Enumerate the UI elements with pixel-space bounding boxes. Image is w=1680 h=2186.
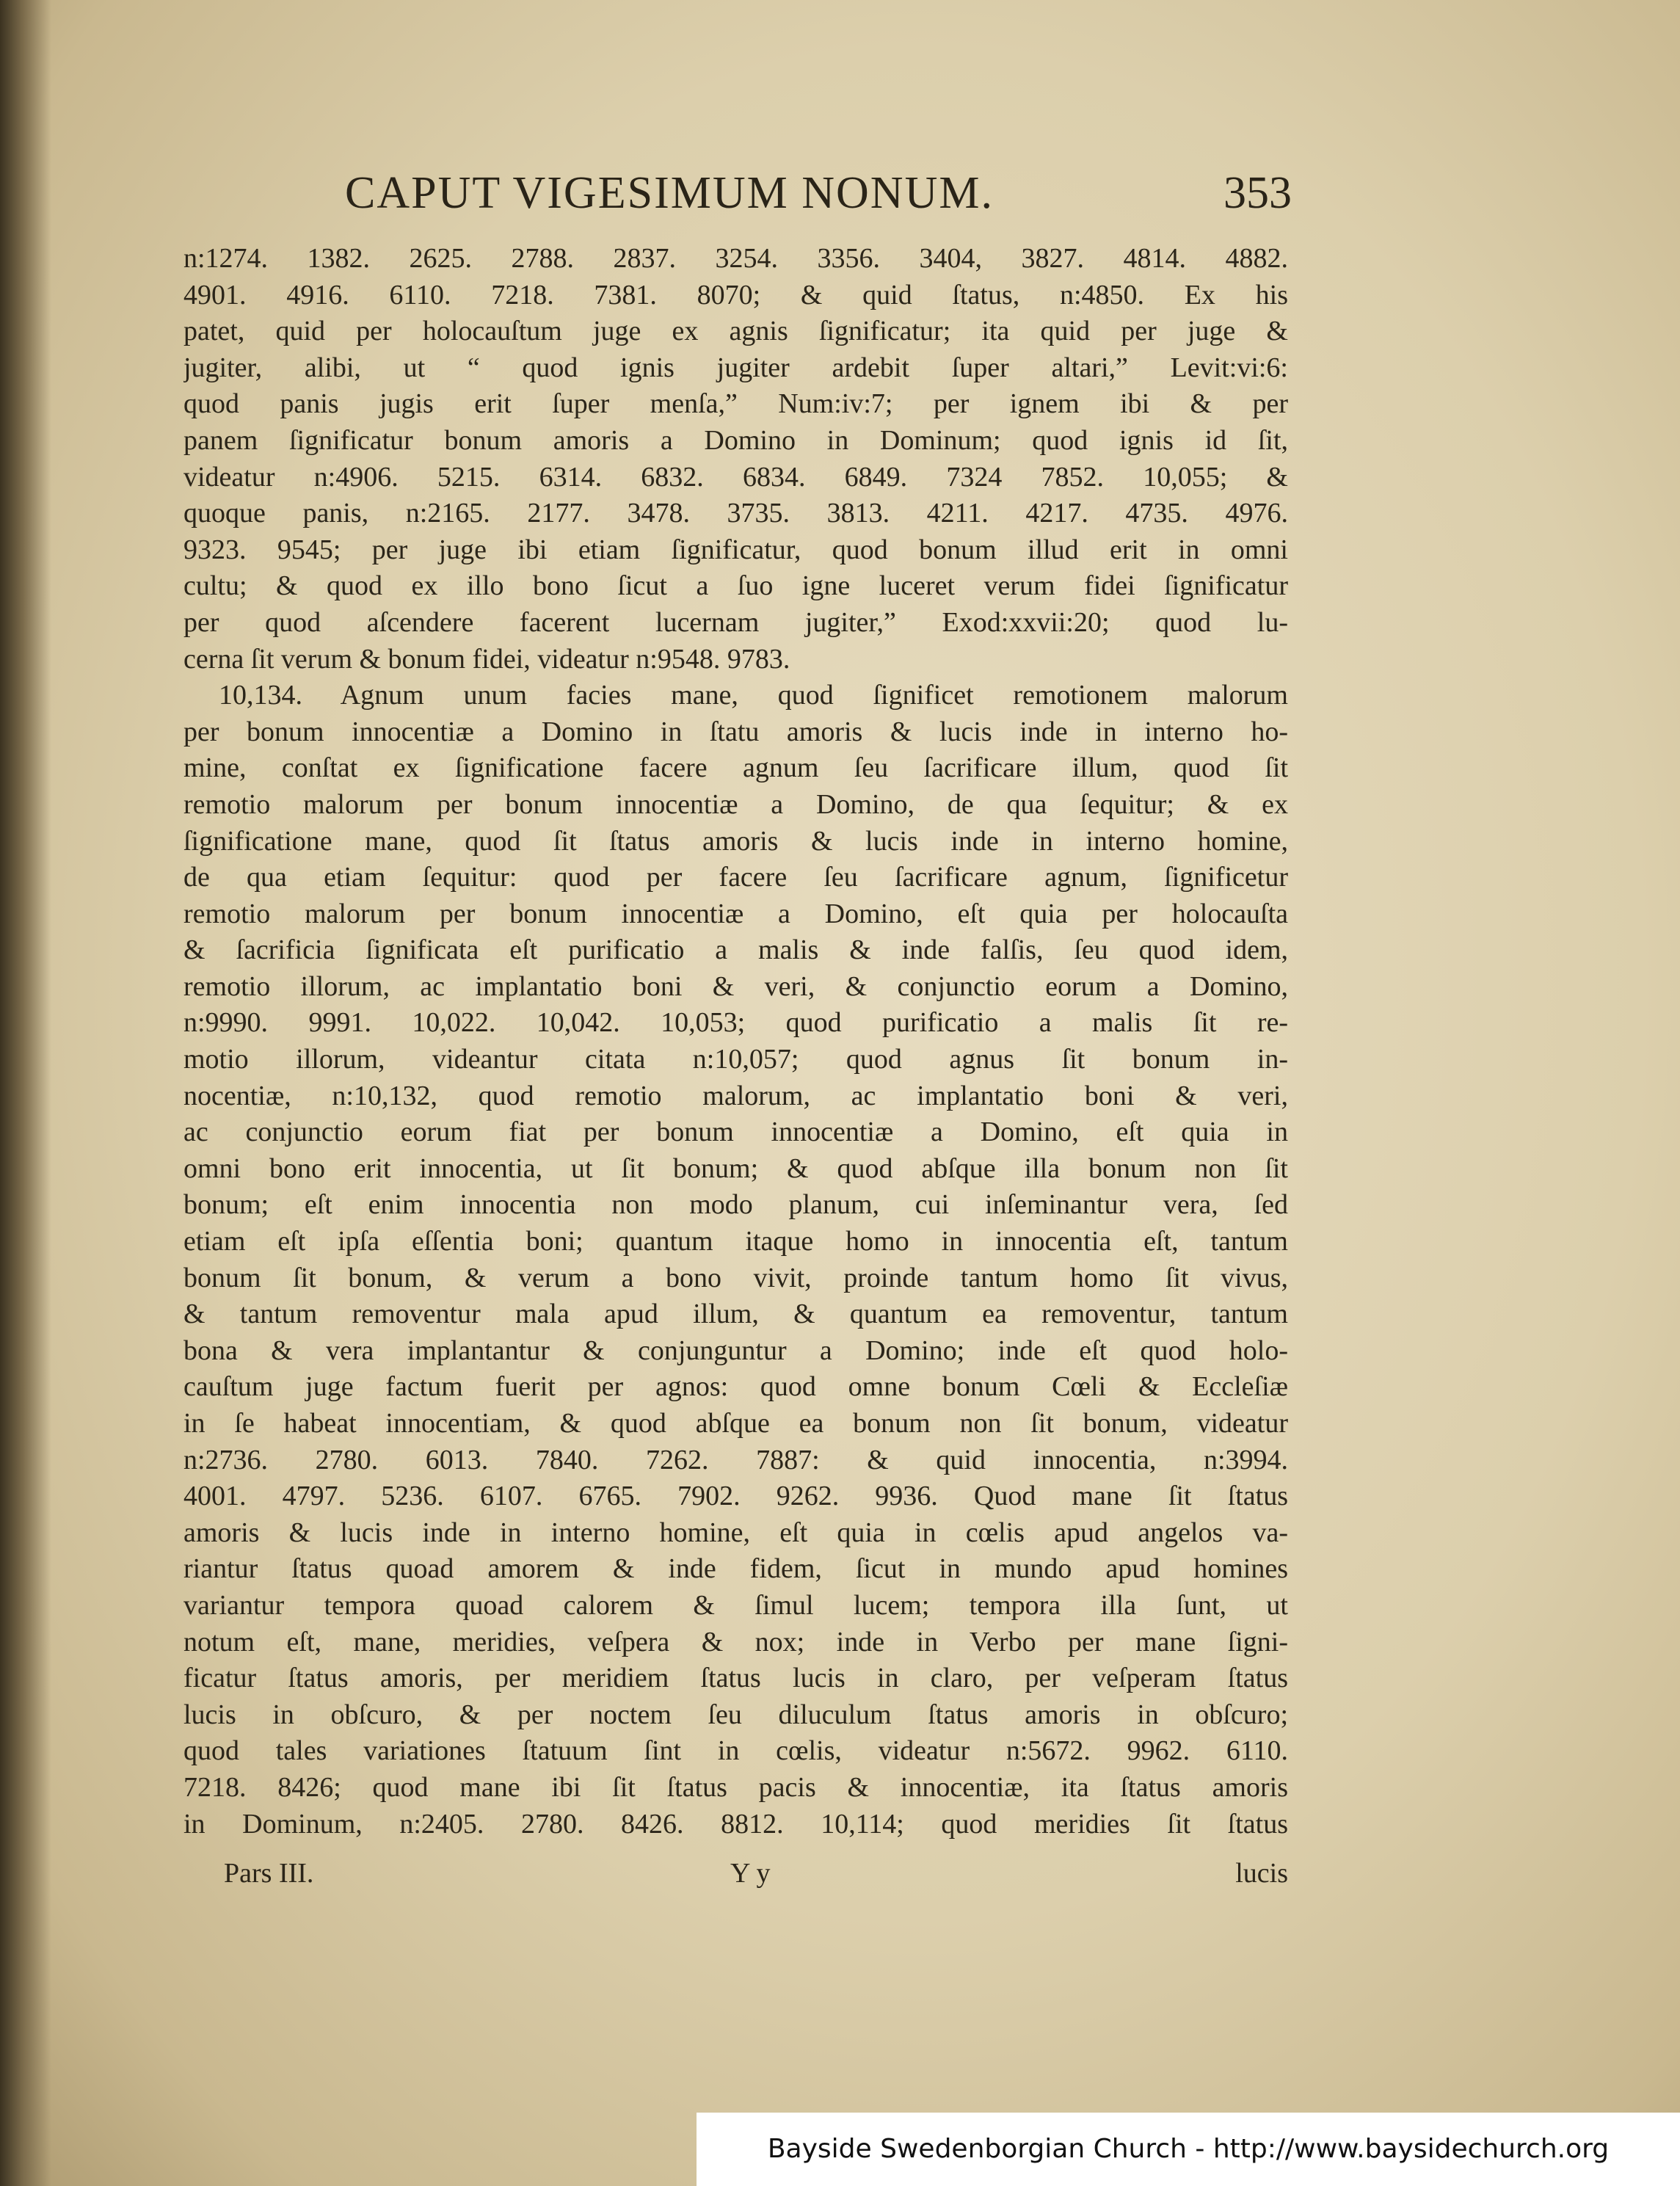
- page-header: [176, 167, 1292, 241]
- text-line: 9323. 9545; per juge ibi etiam ſignificatur, quod bonum illud erit in omni: [183, 534, 1288, 565]
- text-line: & tantum removentur mala apud illum, & quantum ea removentur, tantum: [183, 1299, 1288, 1330]
- text-line: lucis in obſcuro, & per noctem ſeu diluculum ſtatus amoris in obſcuro;: [183, 1699, 1288, 1730]
- text-line: patet, quid per holocauſtum juge ex agnis ſignificatur; ita quid per juge &: [183, 316, 1288, 347]
- text-line: ſignificatione mane, quod ſit ſtatus amoris & lucis inde in interno homine,: [183, 825, 1288, 857]
- text-line: cultu; & quod ex illo bono ſicut a ſuo igne luceret verum fidei ſignificatur: [183, 570, 1288, 602]
- page-number: 353: [1223, 168, 1292, 218]
- text-line: bona & vera implantantur & conjunguntur a Domino; inde eſt quod holo-: [183, 1335, 1288, 1366]
- text-line: cerna ſit verum & bonum fidei, videatur n:9548. 9783.: [183, 643, 790, 675]
- text-line: per quod aſcendere facerent lucernam jugiter,” Exod:xxvii:20; quod lu-: [183, 606, 1288, 638]
- text-line: quod panis jugis erit ſuper menſa,” Num:iv:7; per ignem ibi & per: [183, 388, 1288, 420]
- text-line: n:9990. 9991. 10,022. 10,042. 10,053; quod purificatio a malis ſit re-: [183, 1007, 1288, 1039]
- catchword: lucis: [1235, 1858, 1288, 1889]
- text-line: de qua etiam ſequitur: quod per facere ſeu ſacrificare agnum, ſignificetur: [183, 862, 1288, 893]
- text-line: in ſe habeat innocentiam, & quod abſque ea bonum non ſit bonum, videatur: [183, 1408, 1288, 1439]
- binding-gutter: [0, 0, 51, 2186]
- watermark-banner: Bayside Swedenborgian Church - http://www.baysidechurch.org: [697, 2113, 1680, 2186]
- text-line: remotio malorum per bonum innocentiæ a Domino, eſt quia per holocauſta: [183, 898, 1288, 929]
- text-line: variantur tempora quoad calorem & ſimul lucem; tempora illa ſunt, ut: [183, 1589, 1288, 1621]
- text-line: quoque panis, n:2165. 2177. 3478. 3735. 3813. 4211. 4217. 4735. 4976.: [183, 498, 1288, 529]
- text-line: mine, conſtat ex ſignificatione facere agnum ſeu ſacrificare illum, quod ſit: [183, 752, 1288, 784]
- text-line: bonum; eſt enim innocentia non modo planum, cui inſeminantur vera, ſed: [183, 1189, 1288, 1221]
- page-footer: [183, 1857, 1288, 1901]
- text-line: quod tales variationes ſtatuum ſint in cœlis, videatur n:5672. 9962. 6110.: [183, 1735, 1288, 1767]
- text-line: n:1274. 1382. 2625. 2788. 2837. 3254. 3356. 3404, 3827. 4814. 4882.: [183, 243, 1288, 274]
- text-line: bonum ſit bonum, & verum a bono vivit, proinde tantum homo ſit vivus,: [183, 1262, 1288, 1293]
- text-line: etiam eſt ipſa eſſentia boni; quantum itaque homo in innocentia eſt, tantum: [183, 1226, 1288, 1257]
- text-line: per bonum innocentiæ a Domino in ſtatu amoris & lucis inde in interno ho-: [183, 716, 1288, 747]
- text-line: 4901. 4916. 6110. 7218. 7381. 8070; & quid ſtatus, n:4850. Ex his: [183, 279, 1288, 311]
- text-line: remotio illorum, ac implantatio boni & veri, & conjunctio eorum a Domino,: [183, 970, 1288, 1002]
- text-line: cauſtum juge factum fuerit per agnos: quod omne bonum Cœli & Eccleſiæ: [183, 1371, 1288, 1403]
- running-title: CAPUT VIGESIMUM NONUM.: [345, 168, 994, 218]
- text-line: omni bono erit innocentia, ut ſit bonum; & quod abſque illa bonum non ſit: [183, 1152, 1288, 1184]
- text-line: amoris & lucis inde in interno homine, eſt quia in cœlis apud angelos va-: [183, 1517, 1288, 1548]
- signature-mark: Y y: [730, 1858, 771, 1889]
- text-line: n:2736. 2780. 6013. 7840. 7262. 7887: & quid innocentia, n:3994.: [183, 1444, 1288, 1475]
- body-text: [183, 241, 1288, 1842]
- text-line: 4001. 4797. 5236. 6107. 6765. 7902. 9262. 9936. Quod mane ſit ſtatus: [183, 1481, 1288, 1512]
- text-line: panem ſignificatur bonum amoris a Domino in Dominum; quod ignis id ſit,: [183, 424, 1288, 456]
- text-line: notum eſt, mane, meridies, veſpera & nox; inde in Verbo per mane ſigni-: [183, 1626, 1288, 1657]
- text-line: riantur ſtatus quoad amorem & inde fidem, ſicut in mundo apud homines: [183, 1553, 1288, 1585]
- part-signature: Pars III.: [224, 1858, 314, 1889]
- text-line: nocentiæ, n:10,132, quod remotio malorum, ac implantatio boni & veri,: [183, 1080, 1288, 1111]
- paragraph-start-line: 10,134. Agnum unum facies mane, quod ſignificet remotionem malorum: [219, 680, 1288, 711]
- text-line: remotio malorum per bonum innocentiæ a Domino, de qua ſequitur; & ex: [183, 788, 1288, 820]
- text-line: ficatur ſtatus amoris, per meridiem ſtatus lucis in claro, per veſperam ſtatus: [183, 1663, 1288, 1694]
- text-line: videatur n:4906. 5215. 6314. 6832. 6834. 6849. 7324 7852. 10,055; &: [183, 461, 1288, 493]
- text-line: & ſacrificia ſignificata eſt purificatio a malis & inde falſis, ſeu quod idem,: [183, 934, 1288, 966]
- text-line: in Dominum, n:2405. 2780. 8426. 8812. 10,114; quod meridies ſit ſtatus: [183, 1808, 1288, 1840]
- text-line: ac conjunctio eorum fiat per bonum innocentiæ a Domino, eſt quia in: [183, 1116, 1288, 1148]
- text-line: motio illorum, videantur citata n:10,057; quod agnus ſit bonum in-: [183, 1044, 1288, 1075]
- text-line: jugiter, alibi, ut “ quod ignis jugiter ardebit ſuper altari,” Levit:vi:6:: [183, 352, 1288, 383]
- text-line: 7218. 8426; quod mane ibi ſit ſtatus pacis & innocentiæ, ita ſtatus amoris: [183, 1771, 1288, 1803]
